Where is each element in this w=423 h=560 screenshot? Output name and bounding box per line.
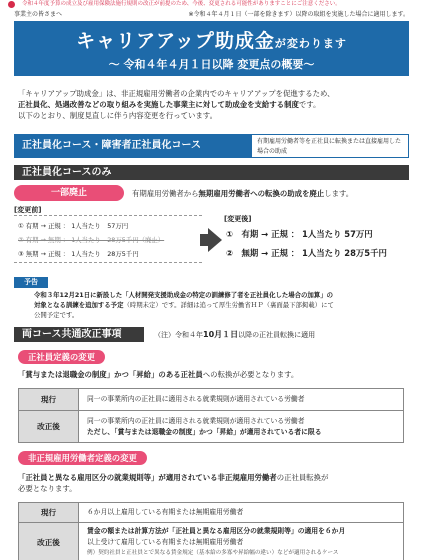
forecast-tag: 予告	[14, 277, 48, 288]
row-value-line2: 以上受けて雇用している有期または無期雇用労働者	[87, 538, 244, 546]
forecast-line2-rest: （時期未定）です。詳細は追って厚生労働省ＨＰ（裏面最下部掲載）にて	[123, 301, 334, 309]
notice-right: ※令和４年４月１日（一部を除きます）以降の取組を実施した場合に適用します。	[188, 11, 409, 18]
after-label: [変更後]	[224, 215, 252, 223]
def2-text	[18, 472, 405, 494]
table-row	[19, 411, 404, 443]
row-label: 現行	[19, 389, 79, 411]
table-row	[19, 503, 404, 523]
title-banner	[14, 21, 409, 76]
page-subtitle: 〜 令和４年４月１日以降 変更点の概要〜	[108, 58, 315, 71]
course-note: 有期雇用労働者等を正社員に転換または直接雇用した場合の助成	[251, 134, 409, 158]
def1-text-rest: への転換が必要となります。	[202, 370, 299, 379]
forecast-line2-bold: 対象となる訓練を追加する予定	[34, 301, 124, 309]
forecast-line1: 令和３年12月21日に新設した「人材開発支援助成金の特定の訓練修了者を正社員化した場合の加算」の	[34, 291, 333, 299]
title-main-small: が変わります	[274, 37, 347, 50]
address-row	[0, 9, 423, 20]
before-item-1: ① 有期 → 正規 ： 1人当たり 57万円	[18, 222, 129, 230]
course-heading: 正社員化コース・障害者正社員化コース	[14, 134, 251, 158]
def1-text-bold: 「賞与または退職金の制度」かつ「昇給」のある正社員	[18, 370, 203, 379]
before-item-2: ② 有期 → 無期 ： 1人当たり 28万5千円（廃止）	[18, 236, 165, 244]
section2-header	[14, 327, 409, 342]
row-label: 改正後	[19, 411, 79, 443]
after-list	[226, 225, 387, 263]
top-notice-text: 令和４年度予算の成立及び雇用保険法施行規則の改正が前提のため、今後、変更される可能性がありますことにご注意ください。	[22, 1, 341, 7]
before-item-3: ③ 無期 → 正規 ： 1人当たり 28万5千円	[18, 250, 139, 258]
section2-note-bold: 10月１日	[203, 330, 239, 339]
row-value: ６か月以上雇用している有期または無期雇用労働者	[79, 503, 404, 523]
abolish-pill: 一部廃止	[14, 185, 124, 201]
course-header	[14, 134, 409, 158]
section1-heading: 正社員化コースのみ	[14, 165, 409, 180]
row-value	[79, 523, 404, 560]
intro-line3: 以下のとおり、制度見直しに伴う内容変更を行っています。	[18, 111, 217, 120]
abolish-text-bold: 無期雇用労働者への転換の助成を廃止	[198, 188, 325, 198]
forecast-text	[34, 290, 409, 322]
row-value-line1: 同一の事業所内の正社員に適用される就業規則が適用されている労働者	[87, 416, 305, 425]
change-comparison	[14, 203, 409, 265]
abolish-text-pre: 有期雇用労働者から	[132, 188, 199, 198]
section2-note-pre: （注）令和４年	[154, 331, 203, 339]
def2-text-line2: 必要となります。	[18, 484, 77, 493]
row-label: 改正後	[19, 523, 79, 560]
before-label: [変更前]	[14, 206, 42, 214]
forecast-block	[14, 269, 409, 322]
row-value-line1: 賃金の額または計算方法が「正社員と異なる雇用区分の就業規則等」の適用を６か月	[87, 527, 346, 535]
def2-text-bold: 「正社員と異なる雇用区分の就業規則等」が適用されている非正規雇用労働者	[18, 473, 277, 482]
def1-text	[18, 369, 405, 380]
after-item-2: ② 無期 → 正規 ： 1人当たり 28万5千円	[226, 248, 387, 258]
row-value-line2: ただし、「賞与または退職金の制度」かつ「昇給」が適用されている者に限る	[87, 427, 322, 436]
row-value	[79, 411, 404, 443]
section2-heading: 両コース共通改正事項	[14, 327, 144, 342]
def1-table	[18, 388, 404, 443]
abolish-row	[14, 185, 409, 201]
after-item-1: ① 有期 → 正規 ： 1人当たり 57万円	[226, 229, 373, 239]
def2-table	[18, 502, 404, 560]
row-value: 同一の事業所内の正社員に適用される就業規則が適用されている労働者	[79, 389, 404, 411]
table-row	[19, 389, 404, 411]
intro-line2-bold: 正社員化、処遇改善などの取り組みを実施した事業主に対して助成金を支給する制度	[18, 100, 299, 109]
section2-note-post: 以降の正社員転換に適用	[238, 331, 316, 339]
before-list	[14, 215, 202, 263]
arrow-right-icon	[208, 228, 222, 252]
intro-line1: 「キャリアアップ助成金」は、非正規雇用労働者の企業内でのキャリアアップを促進するため、	[18, 89, 335, 98]
intro-paragraph	[18, 88, 405, 125]
def2-text-rest: の正社員転換が	[276, 473, 329, 482]
page-title	[14, 21, 409, 53]
def2-pill: 非正規雇用労働者定義の変更	[18, 451, 147, 465]
title-main-text: キャリアアップ助成金	[76, 30, 275, 52]
abolish-text-post: します。	[324, 188, 354, 198]
row-note: 例）契約社員と正社員とで異なる賃金規定（基本給の多寡や昇給幅の違い）などが適用されるケース	[87, 550, 339, 556]
row-label: 現行	[19, 503, 79, 523]
forecast-line3: 公開予定です。	[34, 311, 79, 319]
top-notice	[0, 0, 423, 9]
section2-note	[154, 329, 315, 340]
addressee: 事業主の皆さまへ	[14, 11, 63, 18]
abolish-text	[132, 188, 353, 199]
def1-pill: 正社員定義の変更	[18, 350, 105, 364]
table-row	[19, 523, 404, 560]
intro-line2-rest: です。	[298, 100, 321, 109]
alert-icon	[8, 1, 15, 8]
